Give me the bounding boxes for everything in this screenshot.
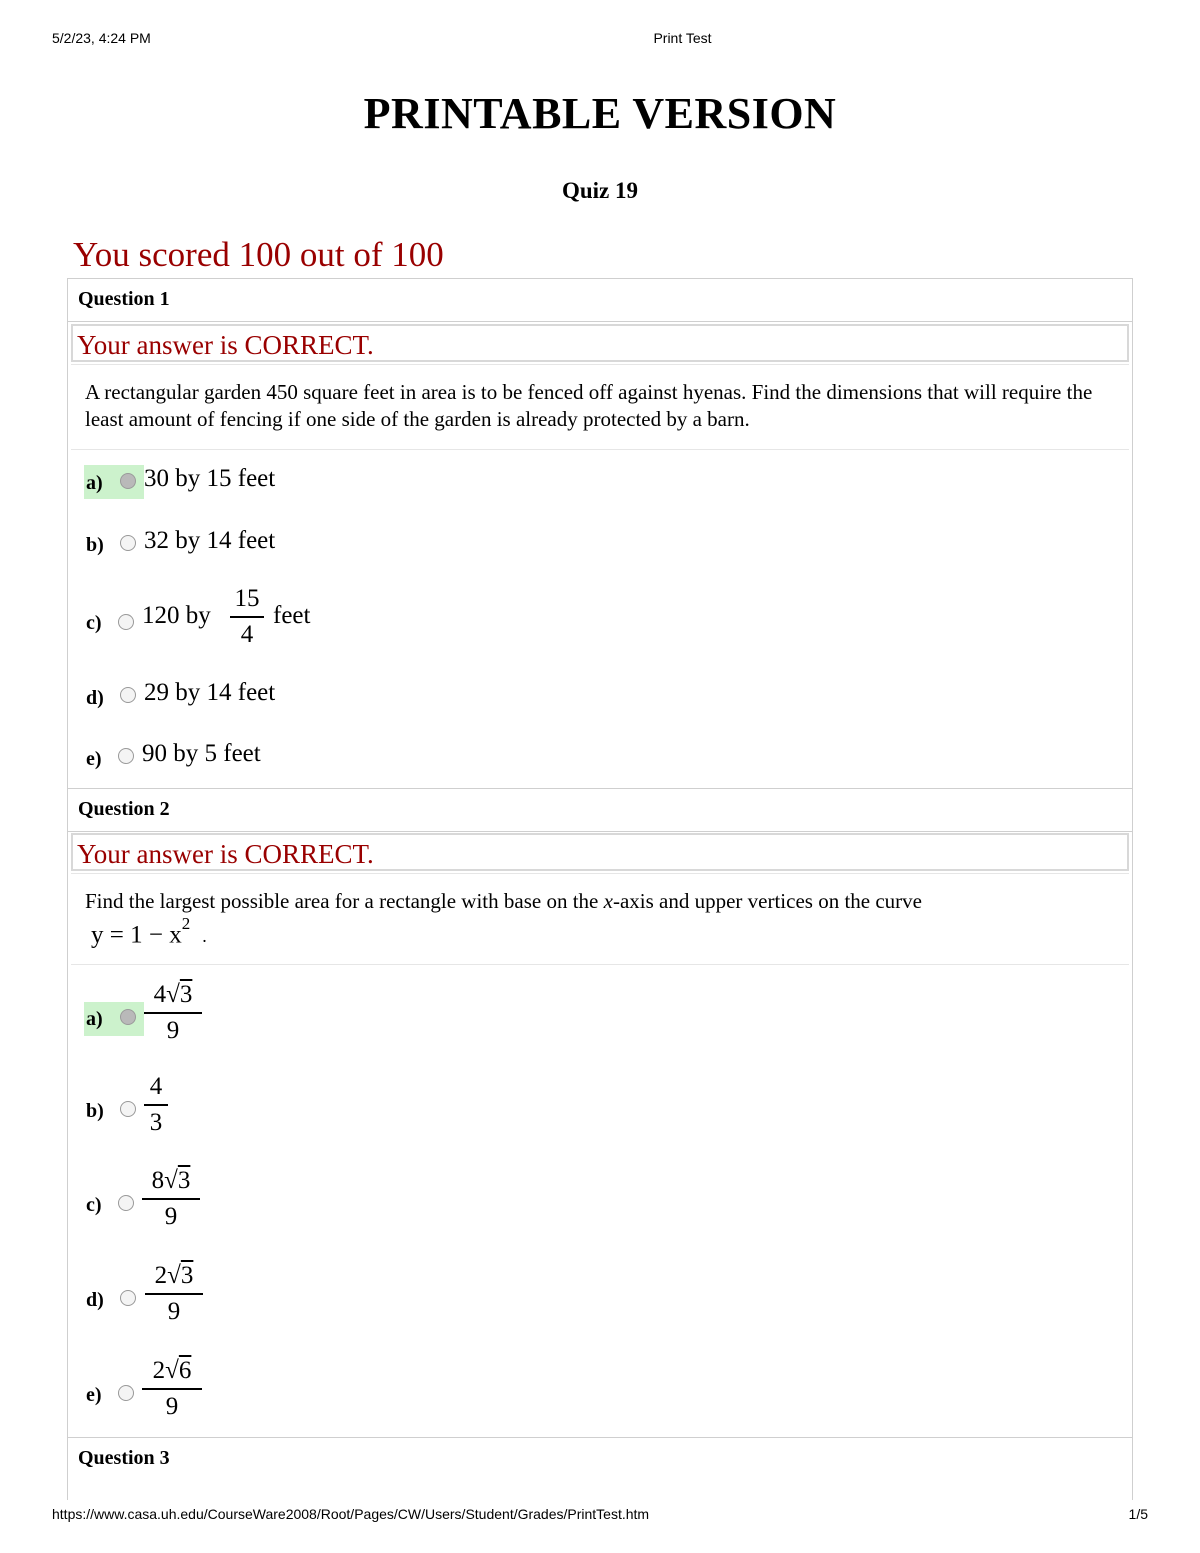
fraction	[144, 1072, 168, 1138]
option-letter: c)	[86, 612, 102, 634]
print-url: https://www.casa.uh.edu/CourseWare2008/Root/Pages/CW/Users/Student/Grades/PrintTest.htm	[52, 1506, 650, 1522]
stem-suffix: -axis and upper vertices on the curve	[612, 889, 922, 913]
fraction	[145, 1261, 203, 1327]
coef: 4	[153, 981, 167, 1008]
option-letter: e)	[86, 748, 102, 770]
question-1-stem: A rectangular garden 450 square feet in area is to be fenced off against hyenas. Find the dimensions that will require the least amount of fencing if one side of the garden is already protected by a barn.	[85, 380, 1093, 431]
option-text: 29 by 14 feet	[144, 679, 276, 706]
curve-equation	[91, 914, 207, 949]
stem-prefix: Find the largest possible area for a rectangle with base on the	[85, 889, 604, 913]
fraction-numerator: 2√3	[154, 1262, 194, 1289]
divider	[67, 788, 1133, 789]
fraction-bar	[144, 1012, 202, 1014]
radicand: 3	[180, 1262, 194, 1289]
fraction-bar	[145, 1293, 203, 1295]
page-title: PRINTABLE VERSION	[363, 89, 837, 138]
option-letter: d)	[86, 687, 104, 709]
question-2-header: Question 2	[78, 798, 170, 820]
quiz-title: Quiz 19	[561, 178, 639, 203]
print-header	[52, 30, 1148, 50]
radicand: 3	[177, 1167, 191, 1194]
fraction	[230, 584, 264, 650]
fraction	[144, 980, 202, 1046]
divider	[67, 831, 1133, 832]
result-text: Your answer is CORRECT.	[77, 839, 374, 869]
fraction-denominator: 9	[164, 1203, 178, 1230]
divider	[67, 1437, 1133, 1438]
radio-button[interactable]	[120, 1101, 136, 1117]
option-letter: e)	[86, 1384, 102, 1406]
option-text: 30 by 15 feet	[144, 465, 276, 492]
print-footer	[52, 1506, 1148, 1526]
radio-button[interactable]	[118, 1195, 134, 1211]
radicand: 6	[178, 1357, 192, 1384]
fraction-denominator: 9	[165, 1393, 179, 1420]
fraction-numerator: 15	[234, 585, 260, 612]
fraction-bar	[230, 616, 264, 618]
q2-option-a[interactable]	[84, 980, 224, 1050]
stem-variable: x	[603, 889, 613, 913]
q1-option-e[interactable]	[84, 740, 384, 780]
fraction	[142, 1356, 202, 1422]
radio-button[interactable]	[120, 535, 136, 551]
print-date: 5/2/23, 4:24 PM	[52, 30, 151, 46]
fraction-bar	[142, 1388, 202, 1390]
option-text: 90 by 5 feet	[142, 740, 261, 767]
fraction-denominator: 9	[166, 1017, 180, 1044]
print-page-number: 1/5	[1128, 1506, 1148, 1522]
question-2-stem-box	[71, 873, 1129, 965]
fraction-bar	[142, 1198, 200, 1200]
question-2-stem	[85, 888, 1115, 915]
q1-option-a[interactable]	[84, 465, 384, 505]
result-text: Your answer is CORRECT.	[77, 330, 374, 360]
equation-tail: .	[202, 926, 207, 947]
radio-button[interactable]	[120, 687, 136, 703]
fraction-numerator: 4√3	[153, 981, 193, 1008]
option-letter: b)	[86, 1100, 104, 1122]
equation-exponent: 2	[181, 914, 191, 933]
option-text-before: 120 by	[142, 602, 211, 629]
q1-option-b[interactable]	[84, 527, 384, 567]
radio-button[interactable]	[120, 1290, 136, 1306]
question-1-header: Question 1	[78, 288, 170, 310]
fraction-numerator: 8√3	[151, 1167, 191, 1194]
question-3-header: Question 3	[78, 1447, 170, 1469]
q2-option-c[interactable]	[84, 1166, 224, 1236]
q1-option-d[interactable]	[84, 679, 384, 719]
equation-body: y = 1 − x	[91, 921, 182, 949]
option-text-after: feet	[273, 602, 311, 629]
divider	[67, 321, 1133, 322]
coef: 2	[152, 1357, 166, 1384]
radio-button[interactable]	[120, 473, 136, 489]
score-text: You scored 100 out of 100	[73, 235, 444, 274]
question-2-result	[71, 833, 1129, 871]
q2-option-e[interactable]	[84, 1356, 224, 1426]
q2-option-b[interactable]	[84, 1072, 224, 1142]
fraction-denominator: 4	[240, 621, 254, 648]
frame-right-border	[1132, 278, 1133, 1500]
radio-button[interactable]	[118, 614, 134, 630]
frame-left-border	[67, 278, 68, 1500]
option-letter: d)	[86, 1289, 104, 1311]
radio-button[interactable]	[120, 1009, 136, 1025]
fraction-denominator: 9	[167, 1298, 181, 1325]
option-letter: a)	[86, 1008, 103, 1030]
fraction-denominator: 3	[149, 1109, 163, 1136]
q1-option-c[interactable]	[84, 585, 404, 652]
fraction-bar	[144, 1104, 168, 1106]
radio-button[interactable]	[118, 1385, 134, 1401]
radio-button[interactable]	[118, 748, 134, 764]
q2-option-d[interactable]	[84, 1261, 224, 1331]
option-letter: c)	[86, 1194, 102, 1216]
fraction-numerator: 2√6	[152, 1357, 192, 1384]
fraction	[142, 1166, 200, 1232]
option-letter: b)	[86, 534, 104, 556]
question-1-result	[71, 324, 1129, 362]
question-1-stem-box	[71, 364, 1129, 450]
frame-top-border	[67, 278, 1133, 279]
print-page-title: Print Test	[653, 30, 712, 46]
radicand: 3	[179, 981, 193, 1008]
option-letter: a)	[86, 472, 103, 494]
coef: 8	[151, 1167, 165, 1194]
option-text: 32 by 14 feet	[144, 527, 276, 554]
fraction-numerator: 4	[149, 1073, 163, 1100]
coef: 2	[154, 1262, 168, 1289]
